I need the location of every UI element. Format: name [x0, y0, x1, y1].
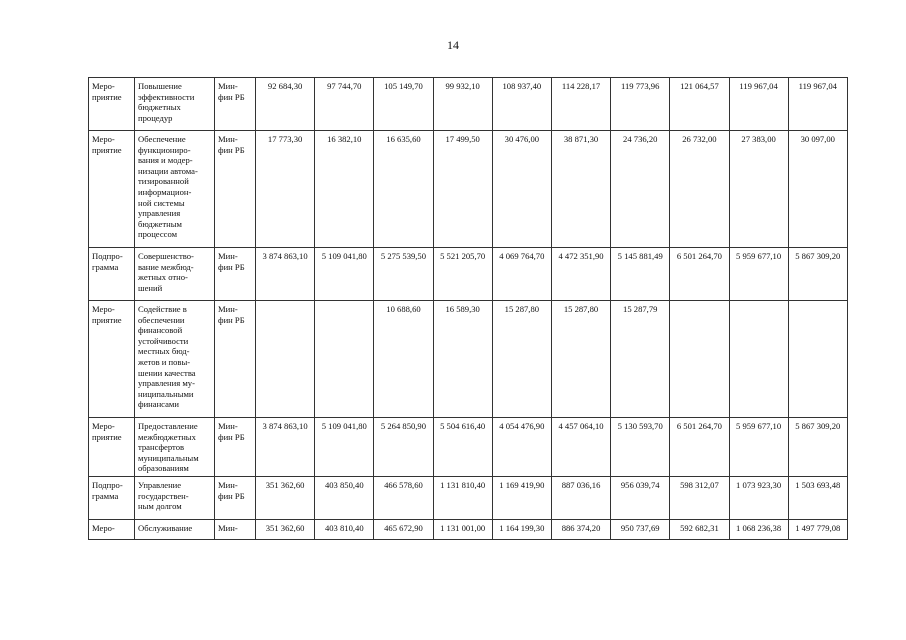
row-name-cell-line: межбюджетных [138, 431, 196, 442]
value-cell: 27 383,00 [729, 131, 788, 248]
value-cell: 5 959 677,10 [729, 418, 788, 477]
table-row [89, 418, 848, 477]
row-kind-cell [89, 520, 135, 540]
row-name-cell-line: Обеспечение [138, 134, 186, 144]
table-row [89, 520, 848, 540]
row-executor-cell-line: Мин- [218, 523, 238, 533]
value-cell: 16 635,60 [374, 131, 433, 248]
value-cell: 16 382,10 [315, 131, 374, 248]
row-kind-cell [89, 248, 135, 301]
row-name-cell-line: Обслуживание [138, 523, 193, 533]
value-cell: 887 036,16 [551, 477, 610, 520]
value-cell: 5 275 539,50 [374, 248, 433, 301]
page-number: 14 [447, 38, 459, 52]
table-row [89, 477, 848, 520]
row-executor-cell-line: Мин- [218, 304, 238, 314]
row-name-cell [135, 131, 215, 248]
row-executor-cell-line: Мин- [218, 251, 238, 261]
value-cell: 26 732,00 [670, 131, 729, 248]
row-executor-cell [215, 301, 256, 418]
value-cell: 5 109 041,80 [315, 248, 374, 301]
row-kind-cell-line: приятие [92, 431, 122, 442]
value-cell: 99 932,10 [433, 78, 492, 131]
row-executor-cell [215, 418, 256, 477]
row-name-cell-line: финансами [138, 399, 179, 410]
value-cell: 119 773,96 [611, 78, 670, 131]
row-name-cell-line: Управление [138, 480, 182, 490]
row-executor-cell [215, 477, 256, 520]
value-cell: 4 472 351,90 [551, 248, 610, 301]
row-executor-cell-line: Мин- [218, 480, 238, 490]
value-cell: 5 264 850,90 [374, 418, 433, 477]
row-name-cell-line: вание межбюд- [138, 261, 194, 272]
table-row [89, 248, 848, 301]
row-name-cell-line: государствен- [138, 490, 189, 501]
row-name-cell-line: Повышение [138, 81, 182, 91]
value-cell [729, 301, 788, 418]
value-cell: 24 736,20 [611, 131, 670, 248]
row-kind-cell [89, 477, 135, 520]
value-cell: 3 874 863,10 [256, 418, 315, 477]
row-executor-cell [215, 520, 256, 540]
value-cell: 6 501 264,70 [670, 418, 729, 477]
row-kind-cell-line: Меро- [92, 523, 115, 533]
row-executor-cell-line: фин РБ [218, 91, 245, 102]
value-cell: 1 131 810,40 [433, 477, 492, 520]
row-name-cell-line: управления [138, 208, 181, 219]
value-cell: 15 287,80 [551, 301, 610, 418]
row-name-cell-line: трансфертов [138, 442, 185, 453]
row-kind-cell-line: Меро- [92, 81, 115, 91]
row-name-cell-line: жетных отно- [138, 272, 188, 283]
row-executor-cell-line: фин РБ [218, 314, 245, 325]
row-name-cell-line: устойчивости [138, 335, 189, 346]
value-cell: 1 073 923,30 [729, 477, 788, 520]
value-cell: 1 131 001,00 [433, 520, 492, 540]
value-cell: 17 773,30 [256, 131, 315, 248]
row-executor-cell-line: Мин- [218, 134, 238, 144]
value-cell: 16 589,30 [433, 301, 492, 418]
row-executor-cell-line: фин РБ [218, 144, 245, 155]
row-name-cell [135, 477, 215, 520]
row-name-cell-line: шении качества [138, 367, 196, 378]
row-executor-cell [215, 78, 256, 131]
row-name-cell [135, 301, 215, 418]
row-executor-cell [215, 248, 256, 301]
value-cell: 15 287,79 [611, 301, 670, 418]
row-name-cell-line: информацион- [138, 186, 192, 197]
row-executor-cell-line: Мин- [218, 81, 238, 91]
value-cell: 6 501 264,70 [670, 248, 729, 301]
row-kind-cell [89, 418, 135, 477]
value-cell: 1 503 693,48 [788, 477, 847, 520]
row-name-cell-line: тизированной [138, 176, 189, 187]
row-name-cell [135, 248, 215, 301]
row-name-cell-line: муниципальным [138, 452, 199, 463]
value-cell: 38 871,30 [551, 131, 610, 248]
value-cell: 351 362,60 [256, 520, 315, 540]
value-cell: 30 476,00 [492, 131, 551, 248]
value-cell: 30 097,00 [788, 131, 847, 248]
value-cell: 5 504 616,40 [433, 418, 492, 477]
value-cell: 5 145 881,49 [611, 248, 670, 301]
row-name-cell-line: процедур [138, 112, 173, 123]
row-name-cell [135, 418, 215, 477]
value-cell: 5 959 677,10 [729, 248, 788, 301]
value-cell: 1 164 199,30 [492, 520, 551, 540]
row-kind-cell-line: Меро- [92, 134, 115, 144]
value-cell: 1 169 419,90 [492, 477, 551, 520]
value-cell: 15 287,80 [492, 301, 551, 418]
value-cell: 1 068 236,38 [729, 520, 788, 540]
value-cell: 121 064,57 [670, 78, 729, 131]
value-cell [670, 301, 729, 418]
row-name-cell-line: вания и модер- [138, 155, 193, 166]
row-kind-cell-line: приятие [92, 314, 122, 325]
value-cell: 4 069 764,70 [492, 248, 551, 301]
row-name-cell-line: управления му- [138, 378, 195, 389]
value-cell: 119 967,04 [788, 78, 847, 131]
row-name-cell-line: образованиям [138, 463, 189, 474]
table-row [89, 78, 848, 131]
row-kind-cell [89, 131, 135, 248]
row-kind-cell-line: Меро- [92, 304, 115, 314]
row-name-cell-line: Совершенство- [138, 251, 194, 261]
value-cell: 10 688,60 [374, 301, 433, 418]
value-cell: 592 682,31 [670, 520, 729, 540]
value-cell: 114 228,17 [551, 78, 610, 131]
row-name-cell-line: местных бюд- [138, 346, 190, 357]
value-cell: 956 039,74 [611, 477, 670, 520]
value-cell: 5 109 041,80 [315, 418, 374, 477]
value-cell: 466 578,60 [374, 477, 433, 520]
value-cell: 5 867 309,20 [788, 248, 847, 301]
row-kind-cell-line: Подпро- [92, 251, 123, 261]
row-name-cell-line: бюджетным [138, 218, 182, 229]
row-name-cell-line: ным долгом [138, 501, 182, 512]
value-cell: 351 362,60 [256, 477, 315, 520]
row-executor-cell-line: фин РБ [218, 490, 245, 501]
row-kind-cell [89, 78, 135, 131]
row-kind-cell-line: Меро- [92, 421, 115, 431]
row-kind-cell-line: грамма [92, 261, 119, 272]
budget-table [88, 77, 848, 540]
row-kind-cell [89, 301, 135, 418]
value-cell [788, 301, 847, 418]
value-cell: 950 737,69 [611, 520, 670, 540]
row-name-cell-line: шений [138, 282, 163, 293]
value-cell: 403 810,40 [315, 520, 374, 540]
row-name-cell-line: Содействие в [138, 304, 187, 314]
row-executor-cell-line: фин РБ [218, 431, 245, 442]
value-cell: 4 457 064,10 [551, 418, 610, 477]
row-name-cell-line: эффективности [138, 91, 195, 102]
row-name-cell-line: процессом [138, 229, 178, 240]
row-executor-cell-line: Мин- [218, 421, 238, 431]
row-name-cell-line: ниципальными [138, 388, 194, 399]
value-cell: 598 312,07 [670, 477, 729, 520]
value-cell: 97 744,70 [315, 78, 374, 131]
row-kind-cell-line: грамма [92, 490, 119, 501]
row-name-cell-line: Предоставление [138, 421, 198, 431]
value-cell [256, 301, 315, 418]
row-name-cell-line: обеспечении [138, 314, 185, 325]
row-name-cell-line: бюджетных [138, 102, 181, 113]
row-name-cell [135, 78, 215, 131]
value-cell: 886 374,20 [551, 520, 610, 540]
row-name-cell-line: функциониро- [138, 144, 191, 155]
table-row [89, 301, 848, 418]
row-name-cell-line: финансовой [138, 325, 183, 336]
value-cell [315, 301, 374, 418]
row-name-cell-line: жетов и повы- [138, 356, 191, 367]
value-cell: 17 499,50 [433, 131, 492, 248]
value-cell: 403 850,40 [315, 477, 374, 520]
row-kind-cell-line: приятие [92, 91, 122, 102]
row-kind-cell-line: Подпро- [92, 480, 123, 490]
row-name-cell-line: ной системы [138, 197, 185, 208]
row-kind-cell-line: приятие [92, 144, 122, 155]
value-cell: 4 054 476,90 [492, 418, 551, 477]
value-cell: 5 867 309,20 [788, 418, 847, 477]
value-cell: 3 874 863,10 [256, 248, 315, 301]
row-executor-cell [215, 131, 256, 248]
table-row [89, 131, 848, 248]
value-cell: 465 672,90 [374, 520, 433, 540]
value-cell: 105 149,70 [374, 78, 433, 131]
row-name-cell [135, 520, 215, 540]
value-cell: 5 130 593,70 [611, 418, 670, 477]
row-name-cell-line: низации автома- [138, 165, 198, 176]
value-cell: 119 967,04 [729, 78, 788, 131]
row-executor-cell-line: фин РБ [218, 261, 245, 272]
value-cell: 92 684,30 [256, 78, 315, 131]
table-body [89, 78, 848, 540]
value-cell: 5 521 205,70 [433, 248, 492, 301]
value-cell: 108 937,40 [492, 78, 551, 131]
value-cell: 1 497 779,08 [788, 520, 847, 540]
